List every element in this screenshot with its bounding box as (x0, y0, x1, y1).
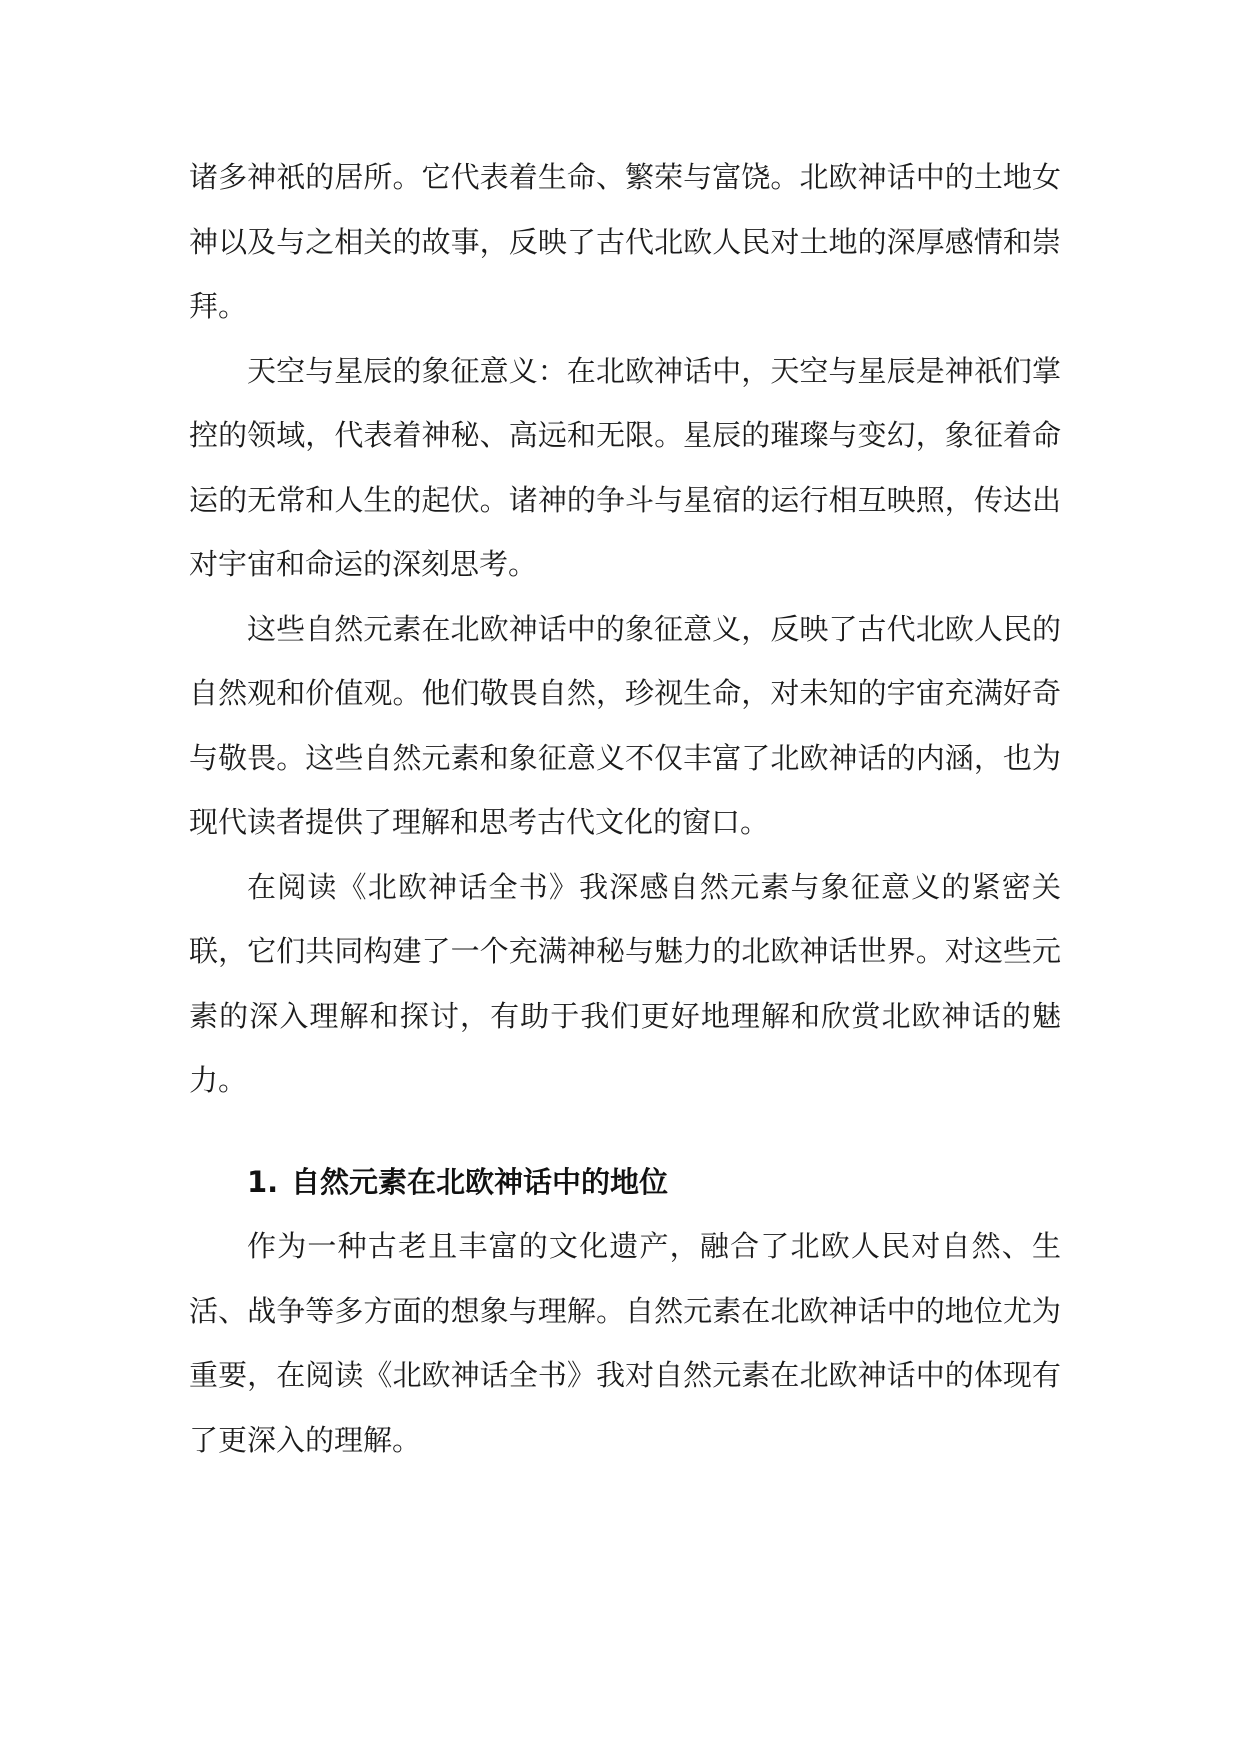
section-heading (189, 1150, 1061, 1215)
paragraph-cultural-heritage: 作为一种古老且丰富的文化遗产，融合了北欧人民对自然、生活、战争等多方面的想象与理解。自然元素在北欧神话中的地位尤为重要，在阅读《北欧神话全书》我对自然元素在北欧神话中的体现有了更深入的理解。 (189, 1229, 1061, 1457)
paragraph-reading-reflection: 在阅读《北欧神话全书》我深感自然元素与象征意义的紧密关联，它们共同构建了一个充满神秘与魅力的北欧神话世界。对这些元素的深入理解和探讨，有助于我们更好地理解和欣赏北欧神话的魅力。 (189, 869, 1061, 1097)
section-number: 1. (247, 1164, 279, 1199)
document-body (189, 145, 1061, 1472)
paragraph-earth-continued: 诸多神祇的居所。它代表着生命、繁荣与富饶。北欧神话中的土地女神以及与之相关的故事，反映了古代北欧人民对土地的深厚感情和崇拜。 (189, 160, 1061, 323)
paragraph-sky-stars: 天空与星辰的象征意义：在北欧神话中，天空与星辰是神祇们掌控的领域，代表着神秘、高远和无限。星辰的璀璨与变幻，象征着命运的无常和人生的起伏。诸神的争斗与星宿的运行相互映照，传达出对宇宙和命运的深刻思考。 (189, 353, 1061, 581)
paragraph-nature-values: 这些自然元素在北欧神话中的象征意义，反映了古代北欧人民的自然观和价值观。他们敬畏自然，珍视生命，对未知的宇宙充满好奇与敬畏。这些自然元素和象征意义不仅丰富了北欧神话的内涵，也为现代读者提供了理解和思考古代文化的窗口。 (189, 611, 1061, 839)
section-title: 自然元素在北欧神话中的地位 (291, 1164, 669, 1199)
